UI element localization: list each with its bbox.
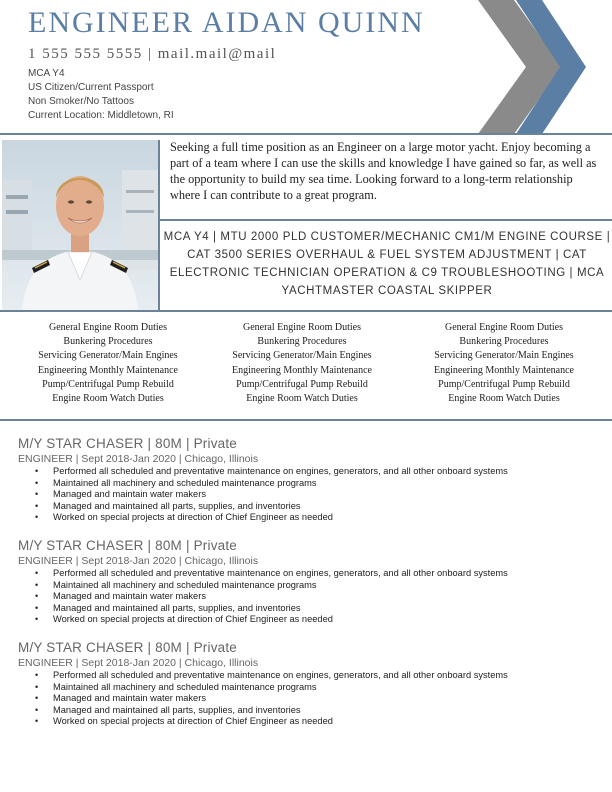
duty-item: • Managed and maintained all parts, supplies, and inventories: [18, 501, 598, 513]
duty-item: • Managed and maintained all parts, supplies, and inventories: [18, 603, 598, 615]
duty-item: • Maintained all machinery and scheduled maintenance programs: [18, 682, 598, 694]
personal-details: [28, 67, 174, 123]
skill-item: Pump/Centrifugal Pump Rebuild: [438, 378, 570, 390]
duty-item: • Maintained all machinery and scheduled maintenance programs: [18, 580, 598, 592]
skill-item: Engineering Monthly Maintenance: [434, 364, 574, 376]
detail-certification: MCA Y4: [28, 68, 65, 79]
detail-lifestyle: Non Smoker/No Tattoos: [28, 96, 134, 107]
skill-item: Engine Room Watch Duties: [52, 393, 164, 405]
skills-column-3: [414, 321, 594, 406]
skill-item: Servicing Generator/Main Engines: [38, 350, 178, 362]
skills-bottom-divider: [0, 419, 612, 421]
duty-item: • Worked on special projects at direction of Chief Engineer as needed: [18, 716, 598, 728]
skill-item: Bunkering Procedures: [63, 336, 153, 348]
candidate-name: ENGINEER AIDAN QUINN: [28, 6, 425, 39]
skill-item: Engine Room Watch Duties: [448, 393, 560, 405]
experience-entry: [18, 640, 598, 728]
skill-item: General Engine Room Duties: [242, 322, 362, 333]
objective-divider: [160, 219, 612, 221]
duty-item: • Managed and maintain water makers: [18, 591, 598, 603]
decorative-chevrons: [470, 0, 590, 134]
job-duties: [18, 670, 598, 728]
duty-item: • Worked on special projects at direction of Chief Engineer as needed: [18, 512, 598, 524]
skill-item: Pump/Centrifugal Pump Rebuild: [42, 378, 174, 390]
skill-item: Bunkering Procedures: [257, 336, 347, 348]
duty-item: • Maintained all machinery and scheduled maintenance programs: [18, 478, 598, 490]
duty-item: • Managed and maintained all parts, supplies, and inventories: [18, 705, 598, 717]
skill-item: Pump/Centrifugal Pump Rebuild: [236, 378, 368, 390]
experience-entry: [18, 538, 598, 626]
experience-entry: [18, 436, 598, 524]
certifications: MCA Y4 | MTU 2000 PLD CUSTOMER/MECHANIC CM1/M ENGINE COURSE | CAT 3500 SERIES OVERHAUL & FUEL SYSTEM ADJUSTMENT | CAT ELECTRONIC TECHNICIAN OPERATION & C9 TROUBLESHOOTING | MCA YACHTMASTER COASTAL SKIPPER: [163, 231, 611, 297]
skill-item: General Engine Room Duties: [444, 322, 564, 333]
skill-item: Servicing Generator/Main Engines: [434, 350, 574, 362]
duty-item: • Performed all scheduled and preventative maintenance on engines, generators, and all other onboard systems: [18, 670, 598, 682]
job-title: M/Y STAR CHASER | 80M | Private: [18, 538, 238, 553]
job-subtitle: ENGINEER | Sept 2018-Jan 2020 | Chicago, Illinois: [18, 555, 259, 567]
skills-top-divider: [0, 310, 612, 312]
job-subtitle: ENGINEER | Sept 2018-Jan 2020 | Chicago, Illinois: [18, 657, 259, 669]
skill-item: Engineering Monthly Maintenance: [232, 364, 372, 376]
duty-item: • Worked on special projects at direction of Chief Engineer as needed: [18, 614, 598, 626]
job-duties: [18, 466, 598, 524]
duty-item: • Performed all scheduled and preventative maintenance on engines, generators, and all other onboard systems: [18, 466, 598, 478]
job-duties: [18, 568, 598, 626]
header-divider: [0, 133, 612, 135]
contact-line: 1 555 555 5555 | mail.mail@mail: [28, 46, 277, 62]
duty-item: • Managed and maintain water makers: [18, 693, 598, 705]
job-title: M/Y STAR CHASER | 80M | Private: [18, 436, 238, 451]
detail-citizenship: US Citizen/Current Passport: [28, 82, 154, 93]
duty-item: • Managed and maintain water makers: [18, 489, 598, 501]
job-subtitle: ENGINEER | Sept 2018-Jan 2020 | Chicago, Illinois: [18, 453, 259, 465]
job-title: M/Y STAR CHASER | 80M | Private: [18, 640, 238, 655]
skills-column-1: [18, 321, 198, 406]
skill-item: Engineering Monthly Maintenance: [38, 364, 178, 376]
portrait-photo: [2, 140, 160, 310]
objective-statement: Seeking a full time position as an Engineer on a large motor yacht. Enjoy becoming a part of a team where I can use the skills and knowledge I have gained so far, as well as the opportunity to build my sea time. Looking forward to a long-term relationship where I can contribute to a great program.: [170, 140, 597, 202]
skills-column-2: [212, 321, 392, 406]
detail-location: Current Location: Middletown, RI: [28, 110, 174, 121]
skill-item: Engine Room Watch Duties: [246, 393, 358, 405]
skill-item: Servicing Generator/Main Engines: [232, 350, 372, 362]
duty-item: • Performed all scheduled and preventative maintenance on engines, generators, and all other onboard systems: [18, 568, 598, 580]
skill-item: Bunkering Procedures: [459, 336, 549, 348]
skill-item: General Engine Room Duties: [48, 322, 168, 333]
